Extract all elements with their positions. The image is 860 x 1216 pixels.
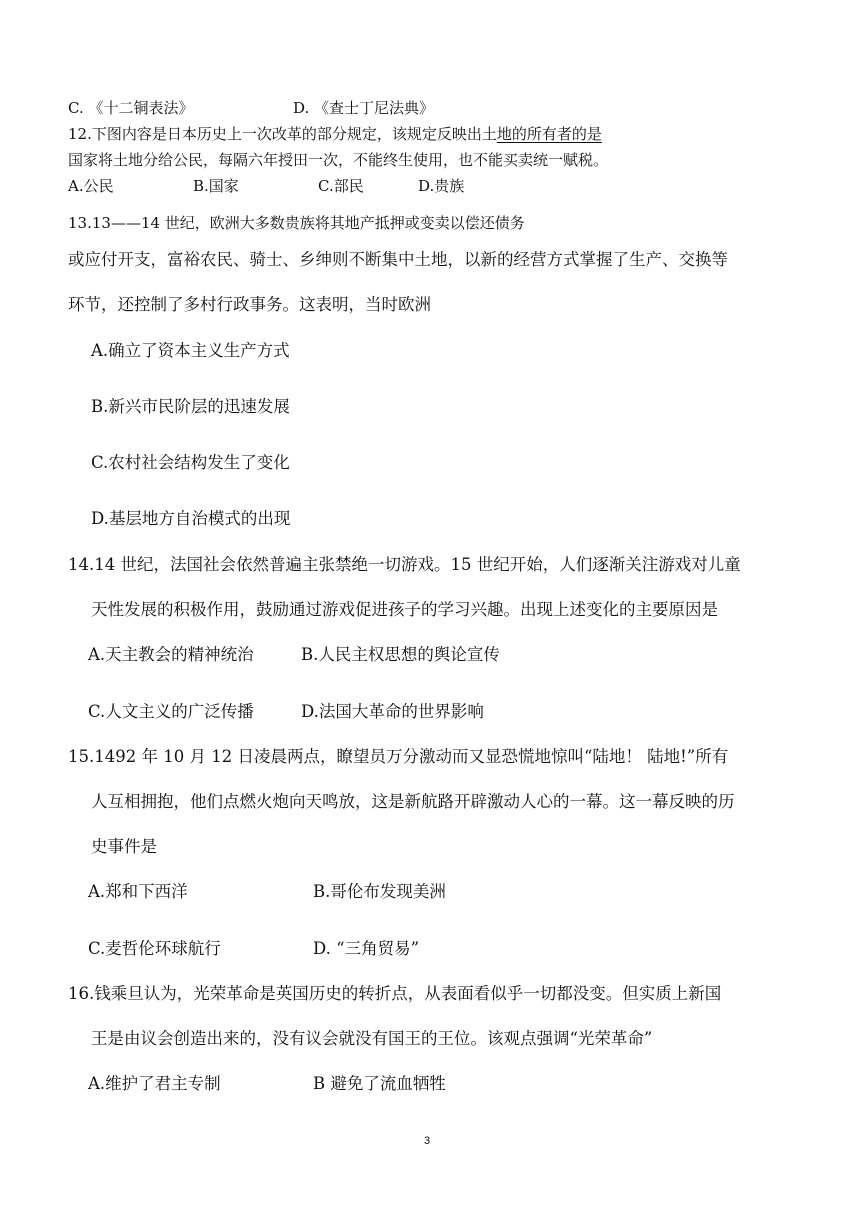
q13-option-b: B.新兴市民阶层的迅速发展	[91, 397, 290, 416]
q12-option-a: A.公民	[68, 177, 114, 195]
q12-stem-text: 12.下图内容是日本历史上一次改革的部分规定，该规定反映出土	[68, 125, 497, 143]
q15-option-c: C.麦哲伦环球航行	[88, 939, 221, 958]
q14-option-d: D.法国大革命的世界影响	[301, 702, 484, 721]
q13-stem-line3: 环节，还控制了多村行政事务。这表明，当时欧洲	[68, 295, 431, 314]
q15-stem-line3: 史事件是	[91, 837, 157, 856]
q16-stem-line1: 16.钱乘旦认为，光荣革命是英国历史的转折点，从表面看似乎一切都没变。但实质上新国	[68, 984, 722, 1003]
q13-stem-line1: 13.13——14 世纪，欧洲大多数贵族将其地产抵押或变卖以偿还债务	[68, 214, 525, 232]
q15-stem-line2: 人互相拥抱，他们点燃火炮向天鸣放，这是新航路开辟激动人心的一幕。这一幕反映的历	[91, 792, 735, 811]
q16-option-a: A.维护了君主专制	[88, 1074, 221, 1093]
q15-option-b: B.哥伦布发现美洲	[313, 882, 446, 901]
q12-option-b: B.国家	[193, 177, 239, 195]
q13-option-d: D.基层地方自治模式的出现	[91, 509, 291, 528]
page-number: 3	[424, 1135, 431, 1147]
q11-option-c: C. 《十二铜表法》	[68, 99, 194, 117]
q16-stem-line2: 王是由议会创造出来的，没有议会就没有国王的王位。该观点强调“光荣革命”	[91, 1029, 653, 1048]
q14-stem-line1: 14.14 世纪，法国社会依然普遍主张禁绝一切游戏。15 世纪开始，人们逐渐关注游戏对儿童	[68, 555, 741, 574]
q12-stem-underlined: 地的所有者的是	[496, 125, 602, 143]
q14-option-b: B.人民主权思想的舆论宣传	[301, 645, 500, 664]
q13-option-c: C.农村社会结构发生了变化	[91, 453, 290, 472]
q12-excerpt: 国家将土地分给公民，每隔六年授田一次，不能终生使用，也不能买卖统一赋税。	[68, 151, 609, 169]
q16-option-b: B 避免了流血牺牲	[313, 1074, 446, 1093]
q14-option-a: A.天主教会的精神统治	[88, 645, 254, 664]
q13-stem-line2: 或应付开支，富裕农民、骑士、乡绅则不断集中土地，以新的经营方式掌握了生产、交换等	[68, 250, 728, 269]
q12-option-c: C.部民	[318, 177, 364, 195]
q12-stem	[68, 127, 602, 142]
q12-option-d: D.贵族	[418, 177, 465, 195]
q15-option-d: D. “三角贸易”	[313, 939, 420, 958]
q14-option-c: C.人文主义的广泛传播	[88, 702, 254, 721]
q15-stem-line1: 15.1492 年 10 月 12 日凌晨两点，瞭望员万分激动而又显恐慌地惊叫“陆地！ 陆地!”所有	[68, 747, 729, 766]
q11-option-d: D. 《查士丁尼法典》	[293, 99, 435, 117]
q15-option-a: A.郑和下西洋	[88, 882, 188, 901]
q14-stem-line2: 天性发展的积极作用，鼓励通过游戏促进孩子的学习兴趣。出现上述变化的主要原因是	[91, 600, 718, 619]
q13-option-a: A.确立了资本主义生产方式	[91, 341, 290, 360]
